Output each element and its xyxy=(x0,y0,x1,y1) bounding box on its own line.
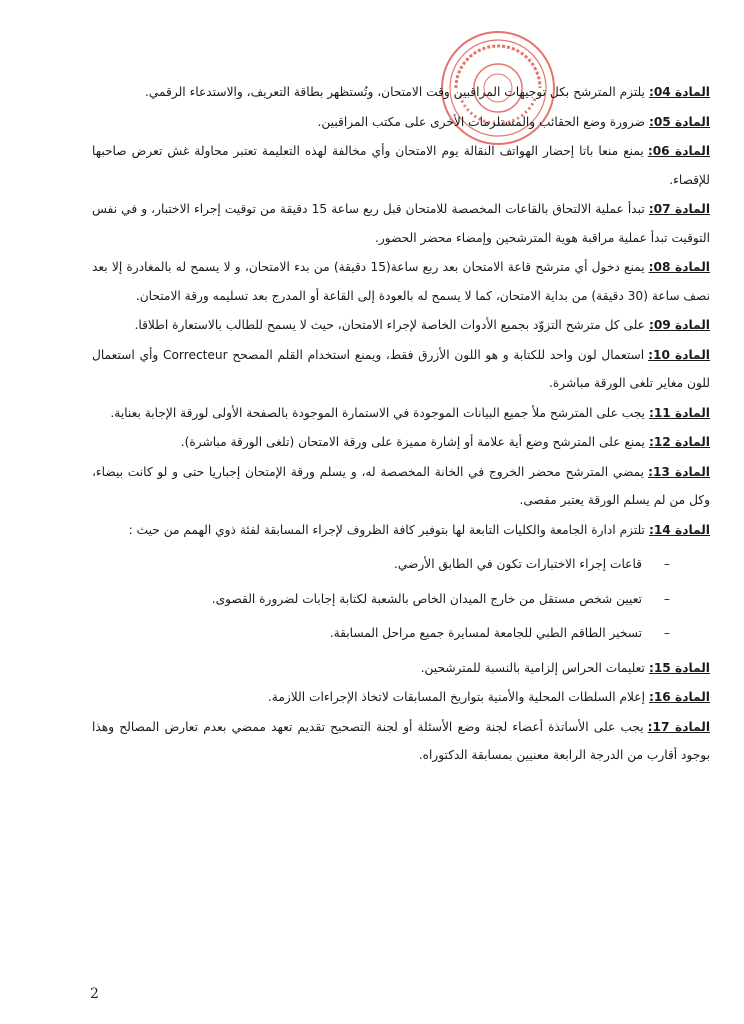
article-text: تعليمات الحراس إلزامية بالنسبة للمترشحين. xyxy=(420,660,645,675)
article-07 xyxy=(92,195,710,252)
article-label: المادة 10: xyxy=(648,347,710,362)
article-label: المادة 11: xyxy=(648,405,710,420)
article-text: تبدأ عملية الالتحاق بالقاعات المخصصة للامتحان قبل ربع ساعة 15 دقيقة من توقيت إجراء الاختبار، و في نفس التوقيت تبدأ عملية مراقبة هوية المترشحين وإمضاء محضر الحضور. xyxy=(92,202,710,245)
article-text: يجب على الأساتذة أعضاء لجنة وضع الأسئلة أو لجنة التصحيح تقديم تعهد ممضي بعدم تعارض المصالح وهذا بوجود أقارب من الدرجة الرابعة معنيين بمسابقة الدكتوراه. xyxy=(92,719,710,762)
article-text: إعلام السلطات المحلية والأمنية بتواريخ المسابقات لاتخاذ الإجراءات اللازمة. xyxy=(267,690,645,704)
article-text: يمنع على المترشح وضع أية علامة أو إشارة مميزة على ورقة الامتحان (تلغى الورقة مباشرة). xyxy=(180,435,645,449)
article-text: يلتزم المترشح بكل توجيهات المراقبين وقت الامتحان، وتُستظهر بطاقة التعريف، والاستدعاء الرقمي. xyxy=(144,85,645,99)
article-label: المادة 08: xyxy=(648,260,710,274)
article-04 xyxy=(92,78,710,107)
article-text: تلتزم ادارة الجامعة والكليات التابعة لها بتوفير كافة الظروف لإجراء المسابقة لفئة ذوي الهمم من حيث : xyxy=(128,522,645,537)
article-label: المادة 09: xyxy=(648,318,710,332)
article-label: المادة 12: xyxy=(648,435,710,449)
article-text: يمنع منعا باتا إحضار الهواتف النقالة يوم الامتحان وأي مخالفة لهذه التعليمة تعتبر محاولة غش تعرض صاحبها للإقصاء. xyxy=(92,144,710,187)
list-item: – تعيين شخص مستقل من خارج الميدان الخاص بالشعبة لكتابة إجابات لضرورة القصوى. xyxy=(92,585,670,614)
article-text: على كل مترشح التزوّد بجميع الأدوات الخاصة لإجراء الامتحان، حيث لا يسمح للطالب بالاستعارة اطلاقا. xyxy=(134,318,645,332)
article-08 xyxy=(92,253,710,310)
regulations-body xyxy=(92,78,710,771)
article-13 xyxy=(92,458,710,515)
article-12 xyxy=(92,428,710,457)
article-text: ضرورة وضع الحقائب والمستلزمات الأخرى على مكتب المراقبين. xyxy=(317,114,645,129)
article-09 xyxy=(92,311,710,340)
article-text: يمضي المترشح محضر الخروج في الخانة المخصصة له، و يسلم ورقة الإمتحان إجباريا حتى و لو كانت بيضاء، وكل من لم يسلم الورقة يعتبر مقصى. xyxy=(92,464,710,507)
list-item: – قاعات إجراء الاختبارات تكون في الطابق الأرضي. xyxy=(92,550,670,579)
article-14 xyxy=(92,516,710,545)
article-label: المادة 04: xyxy=(648,85,710,99)
article-label: المادة 06: xyxy=(647,144,710,158)
article-label: المادة 17: xyxy=(647,719,710,734)
article-label: المادة 16: xyxy=(648,690,710,704)
article-15 xyxy=(92,654,710,683)
article-text: يجب على المترشح ملأ جميع البيانات الموجودة في الاستمارة الموجودة بالصفحة الأولى لورقة الإجابة بعناية. xyxy=(110,405,645,420)
list-item: – تسخير الطاقم الطبي للجامعة لمسايرة جميع مراحل المسابقة. xyxy=(92,619,670,648)
article-16 xyxy=(92,683,710,712)
article-label: المادة 15: xyxy=(648,660,710,675)
article-10 xyxy=(92,341,710,398)
article-05 xyxy=(92,108,710,137)
article-11 xyxy=(92,399,710,428)
page-number: 2 xyxy=(90,986,99,1002)
article-text: استعمال لون واحد للكتابة و هو اللون الأزرق فقط، ويمنع استخدام القلم المصحح Correcteur وأي استعمال للون مغاير تلغى الورقة مباشرة. xyxy=(92,347,710,390)
article-label: المادة 05: xyxy=(648,114,710,129)
article-label: المادة 13: xyxy=(648,464,710,479)
article-label: المادة 07: xyxy=(648,202,710,216)
accessibility-list xyxy=(92,550,710,648)
article-text: يمنع دخول أي مترشح قاعة الامتحان بعد ربع ساعة(15 دقيقة) من بدء الامتحان، و لا يسمح له بالمغادرة إلا بعد نصف ساعة (30 دقيقة) من بداية الامتحان، كما لا يسمح له بالعودة إلى القاعة أو المدرج بعد تسليمه ورقة الامتحان. xyxy=(92,260,710,303)
article-label: المادة 14: xyxy=(648,522,710,537)
article-17 xyxy=(92,713,710,770)
article-06 xyxy=(92,137,710,194)
